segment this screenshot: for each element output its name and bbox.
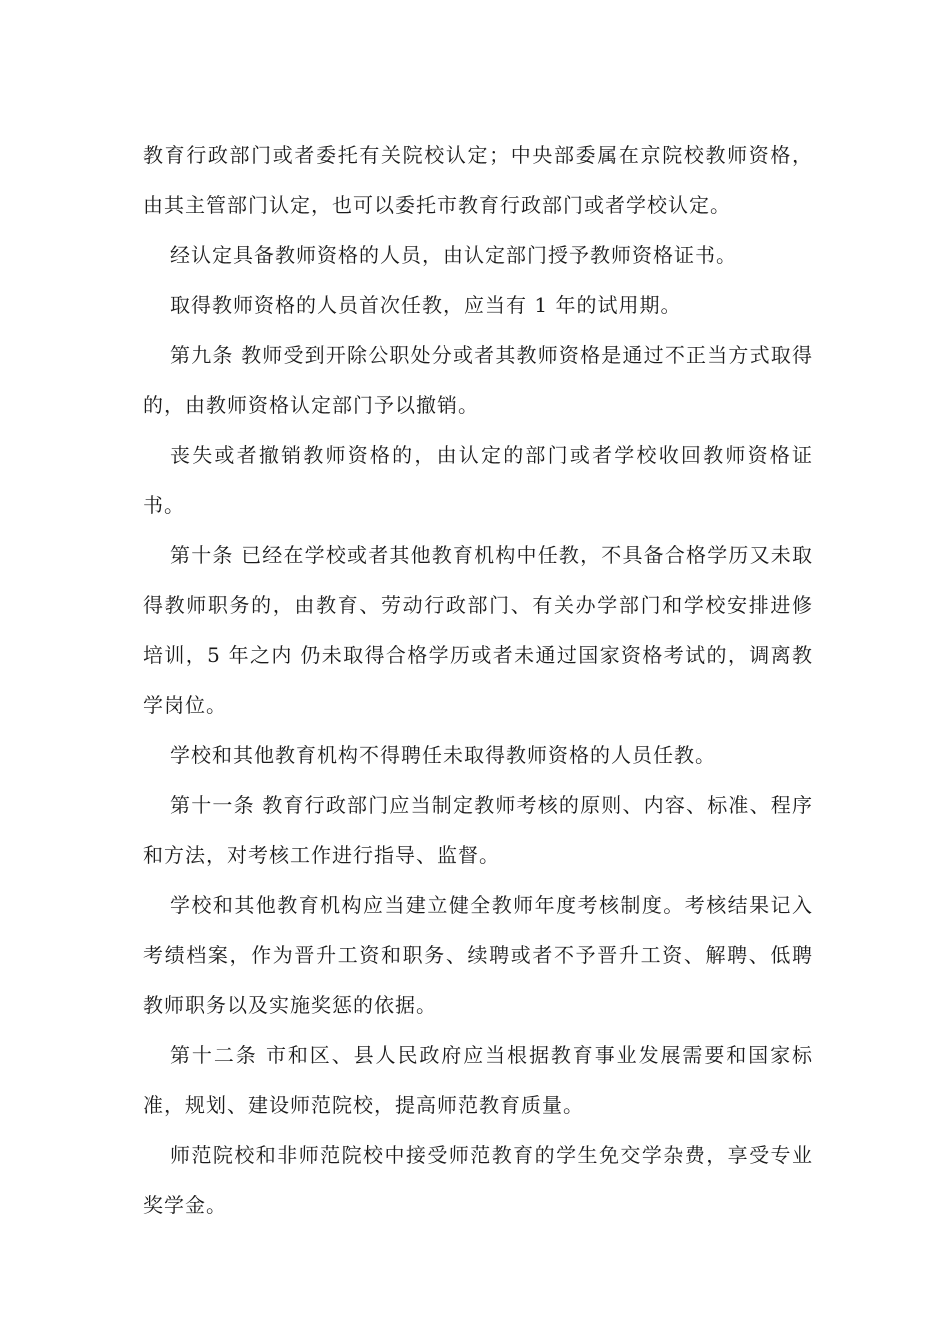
paragraph-continuation: 教育行政部门或者委托有关院校认定；中央部委属在京院校教师资格，由其主管部门认定，也可以委托市教育行政部门或者学校认定。 (143, 143, 813, 217)
paragraph: 丧失或者撤销教师资格的，由认定的部门或者学校收回教师资格证书。 (143, 443, 813, 517)
article-11: 第十一条 教育行政部门应当制定教师考核的原则、内容、标准、程序和方法，对考核工作进行指导、监督。 (143, 793, 813, 867)
article-10: 第十条 已经在学校或者其他教育机构中任教，不具备合格学历又未取得教师职务的，由教育、劳动行政部门、有关办学部门和学校安排进修培训，5 年之内 仍未取得合格学历或者未通过国家资格考试的，调离教学岗位。 (143, 543, 813, 717)
document-body (143, 130, 813, 1230)
paragraph: 师范院校和非师范院校中接受师范教育的学生免交学杂费，享受专业奖学金。 (143, 1143, 813, 1217)
paragraph: 学校和其他教育机构不得聘任未取得教师资格的人员任教。 (170, 743, 716, 767)
article-12: 第十二条 市和区、县人民政府应当根据教育事业发展需要和国家标准，规划、建设师范院校，提高师范教育质量。 (143, 1043, 813, 1117)
paragraph: 学校和其他教育机构应当建立健全教师年度考核制度。考核结果记入考绩档案，作为晋升工资和职务、续聘或者不予晋升工资、解聘、低聘教师职务以及实施奖惩的依据。 (143, 893, 813, 1017)
paragraph: 经认定具备教师资格的人员，由认定部门授予教师资格证书。 (170, 243, 737, 267)
article-9: 第九条 教师受到开除公职处分或者其教师资格是通过不正当方式取得的，由教师资格认定部门予以撤销。 (143, 343, 813, 417)
paragraph: 取得教师资格的人员首次任教，应当有 1 年的试用期。 (170, 293, 682, 317)
